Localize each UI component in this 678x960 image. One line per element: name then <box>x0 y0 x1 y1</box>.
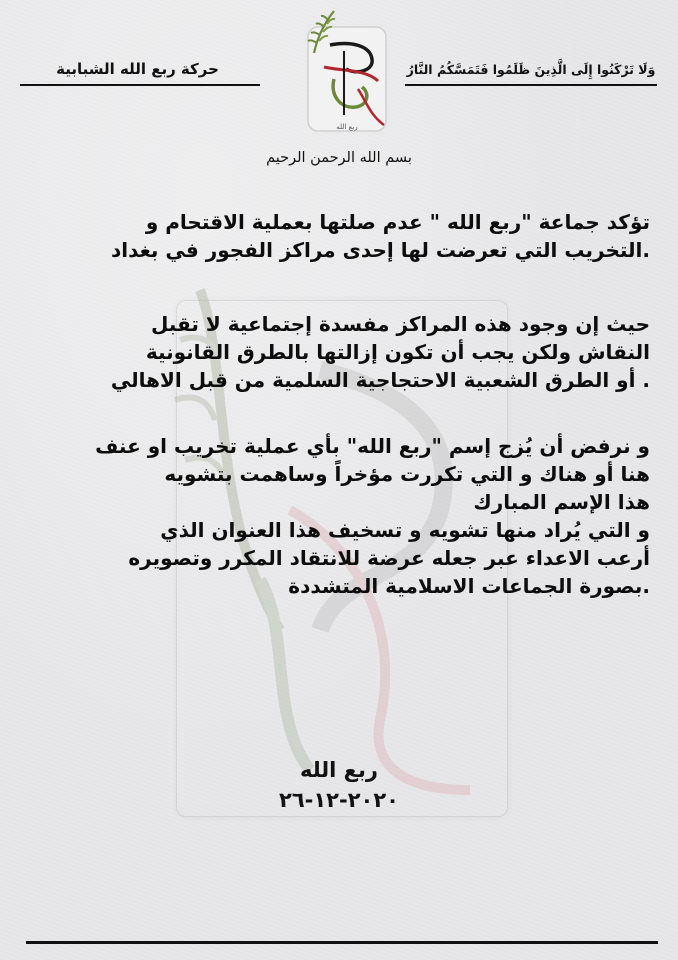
signature-block <box>200 755 478 815</box>
text-line: هذا الإسم المبارك <box>473 490 650 514</box>
header-divider-right <box>405 84 657 86</box>
text-line: و نرفض أن يُزج إسم "ربع الله" بأي عملية تخريب او عنف <box>95 434 650 458</box>
header-divider-left <box>20 84 260 86</box>
text-line: . أو الطرق الشعبية الاحتجاجية السلمية من قبل الاهالي <box>110 368 650 392</box>
text-line: هنا أو هناك و التي تكررت مؤخراً وساهمت بتشويه <box>164 462 650 486</box>
footer-divider <box>26 941 658 944</box>
text-line: .التخريب التي تعرضت لها إحدى مراكز الفجور في بغداد <box>110 238 650 262</box>
signature-name: ربع الله <box>299 758 379 782</box>
organization-name: حركة ربع الله الشبابية <box>56 60 219 78</box>
statement-paragraph-1 <box>26 208 650 264</box>
text-line: النقاش ولكن يجب أن تكون إزالتها بالطرق القانونية <box>145 340 650 364</box>
logo-text: ربع الله <box>336 123 358 131</box>
text-line: أرعب الاعداء عبر جعله عرضة للانتقاد المكرر وتصويره <box>128 546 650 570</box>
basmala: بسم الله الرحمن الرحيم <box>266 150 412 166</box>
statement-paragraph-3 <box>26 432 650 600</box>
text-line: .بصورة الجماعات الاسلامية المتشددة <box>288 574 650 598</box>
text-line: حيث إن وجود هذه المراكز مفسدة إجتماعية لا تقبل <box>150 312 650 336</box>
text-line: و التي يُراد منها تشويه و تسخيف هذا العنوان الذي <box>160 518 650 542</box>
text-line: تؤكد جماعة "ربع الله " عدم صلتها بعملية الاقتحام و <box>145 210 650 234</box>
statement-paragraph-2 <box>26 310 650 394</box>
signature-date: ٢٠٢٠-١٢-٢٦ <box>279 788 399 812</box>
organization-logo <box>300 5 395 137</box>
quran-verse: وَلَا تَرْكَنُوا إِلَى الَّذِينَ ظَلَمُوا فَتَمَسَّكُمُ النَّارُ <box>406 62 656 77</box>
